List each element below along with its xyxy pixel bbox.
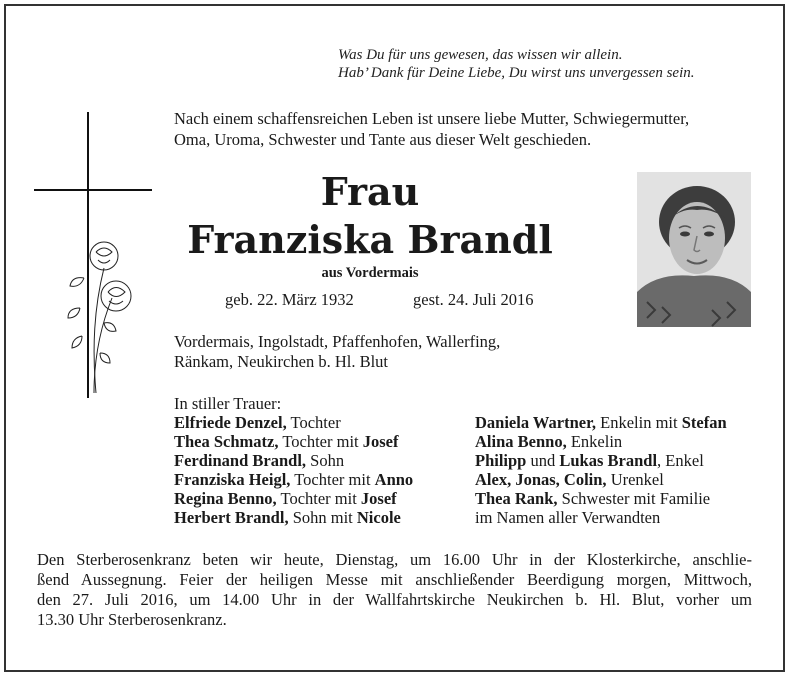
portrait-photo [637, 172, 751, 327]
mourner-row [174, 489, 464, 508]
mourner-name: Ferdinand Brandl, [174, 451, 307, 470]
mourners-heading: In stiller Trauer: [174, 394, 282, 413]
mourner-relation: Sohn mit [288, 508, 357, 527]
mourner-relation: Enkelin mit [596, 413, 682, 432]
mourner-name: Daniela Wartner, [475, 413, 597, 432]
mourner-row [174, 432, 464, 451]
mourner-name: Herbert Brandl, [174, 508, 289, 527]
mourner-relation: im Namen aller Verwandten [475, 508, 661, 527]
mourner-row [475, 470, 775, 489]
poem-line-1: Was Du für uns gewesen, das wissen wir allein. [338, 47, 623, 63]
title-frau: Frau [320, 169, 420, 214]
mourner-relation: Tochter mit [290, 470, 375, 489]
mourner-partner: Josef [360, 489, 397, 508]
places [174, 332, 594, 372]
mourner-row [475, 413, 775, 432]
service-line-4: 13.30 Uhr Sterberosenkranz. [37, 610, 227, 629]
mourner-relation-tail: , Enkel [657, 451, 704, 470]
mourner-partner: Nicole [356, 508, 401, 527]
mourner-row [174, 451, 464, 470]
mourner-row [174, 508, 464, 527]
mourner-relation: Urenkel [606, 470, 664, 489]
mourner-partner: Stefan [681, 413, 727, 432]
places-line-1: Vordermais, Ingolstadt, Pfaffenhofen, Wallerfing, [174, 332, 501, 351]
death-date: gest. 24. Juli 2016 [413, 290, 534, 309]
mourner-partner: Lukas Brandl [559, 451, 658, 470]
service-line-1: Den Sterberosenkranz beten wir heute, Dienstag, um 16.00 Uhr in der Klosterkirche, anschlie- [37, 550, 752, 569]
mourners-left-column [174, 413, 464, 527]
cross-with-roses-icon [34, 108, 152, 402]
mourner-row [475, 451, 775, 470]
intro-text [174, 108, 774, 150]
mourner-row [475, 489, 775, 508]
mourner-row [174, 413, 464, 432]
mourners-right-column [475, 413, 775, 527]
poem-line-2: Hab’ Dank für Deine Liebe, Du wirst uns unvergessen sein. [338, 65, 695, 81]
intro-line-1: Nach einem schaffensreichen Leben ist unsere liebe Mutter, Schwiegermutter, [174, 109, 690, 128]
mourner-name: Franziska Heigl, [174, 470, 291, 489]
mourner-name: Alina Benno, [475, 432, 567, 451]
mourner-relation: und [526, 451, 560, 470]
mourner-name: Philipp [475, 451, 527, 470]
mourner-name: Elfriede Denzel, [174, 413, 287, 432]
origin: aus Vordermais [321, 265, 419, 281]
places-line-2: Ränkam, Neukirchen b. Hl. Blut [174, 352, 389, 371]
mourner-name: Regina Benno, [174, 489, 277, 508]
mourner-row [174, 470, 464, 489]
mourner-name: Alex, Jonas, Colin, [475, 470, 607, 489]
deceased-name: Franziska Brandl [187, 217, 553, 262]
service-info [37, 550, 752, 630]
mourner-relation: Enkelin [566, 432, 623, 451]
mourner-relation: Schwester mit Familie [557, 489, 711, 508]
portrait-image [637, 172, 751, 327]
birth-date: geb. 22. März 1932 [225, 290, 354, 309]
mourner-relation: Tochter [286, 413, 341, 432]
mourner-name: Thea Rank, [475, 489, 558, 508]
mourner-relation: Tochter mit [278, 432, 363, 451]
mourner-row [475, 432, 775, 451]
service-line-3: den 27. Juli 2016, um 14.00 Uhr in der Wallfahrtskirche Neukirchen b. Hl. Blut, vorher um [37, 590, 752, 609]
service-line-2: ßend Aussegnung. Feier der heiligen Messe mit anschließender Beerdigung morgen, Mittwoch, [37, 570, 752, 589]
mourner-relation: Tochter mit [276, 489, 361, 508]
mourner-partner: Anno [374, 470, 414, 489]
intro-line-2: Oma, Uroma, Schwester und Tante aus dieser Welt geschieden. [174, 130, 592, 149]
mourner-row [475, 508, 775, 527]
mourner-name: Thea Schmatz, [174, 432, 279, 451]
poem [338, 46, 768, 82]
mourner-relation: Sohn [306, 451, 345, 470]
mourner-partner: Josef [362, 432, 399, 451]
